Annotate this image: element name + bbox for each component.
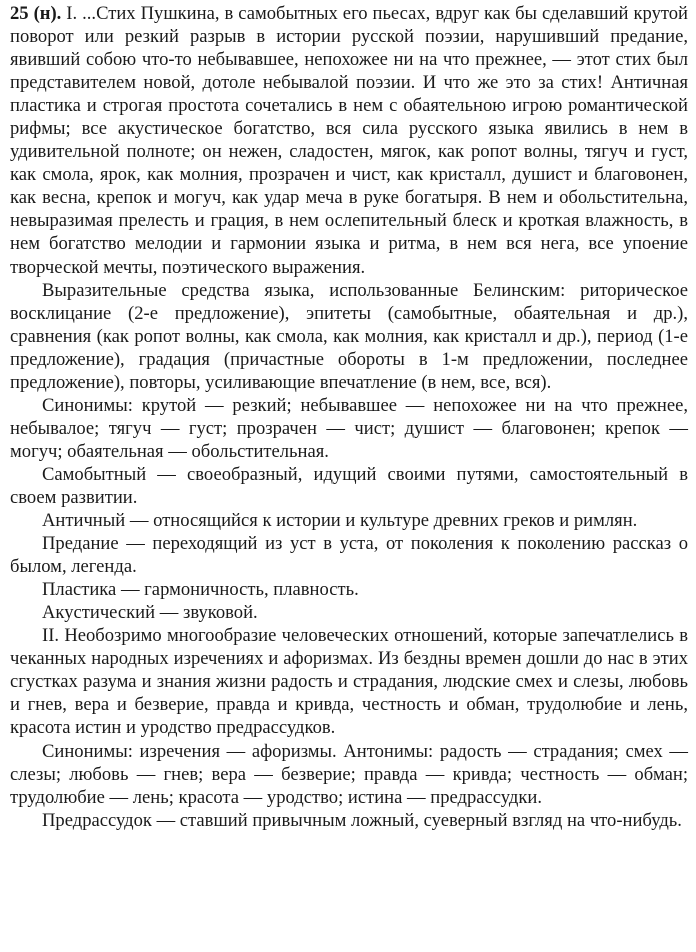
definition-predanie: Предание — переходящий из уст в уста, от поколения к поколению рассказ о былом, легенда. xyxy=(10,533,688,578)
task-25-part-1 xyxy=(10,2,688,279)
synonyms-paragraph-1: Синонимы: крутой — резкий; небывавшее — непохожее ни на что прежнее, небывалое; тягуч — густ; прозрачен — чист; душист — благовонен; крепок — могуч; обаятельная — обольстительная. xyxy=(10,394,688,462)
definition-antichny: Античный — относящийся к истории и культуре древних греков и римлян. xyxy=(42,510,638,532)
expressive-means-paragraph: Выразительные средства языка, использованные Белинским: риторическое восклицание (2-е предложение), эпитеты (самобытные, обаятельная и др.), сравнения (как ропот волны, как смола, как молния, как кристалл и др.), период (1-е предложение), градация (причастные обороты в 1-м предложении, последнее предложение), повторы, усиливающие впечатление (в нем, все, вся). xyxy=(10,279,688,393)
task-25-part-2: II. Необозримо многообразие человеческих отношений, которые запечатлелись в чеканных народных изречениях и афоризмах. Из бездны времен дошли до нас в этих сгустках разума и знания жизни радость и страдания, людские смех и слезы, любовь и гнев, вера и безверие, правда и кривда, честность и обман, трудолюбие и лень, красота истин и уродство предрассудков. xyxy=(10,625,688,739)
part-1-text: I. ...Стих Пушкина, в самобытных его пьесах, вдруг как бы сделавший крутой поворот или резкий разрыв в истории русской поэзии, нарушивший предание, явивший собою что-то небывавшее, непохожее ни на что прежнее, — этот стих был представителем новой, дотоле небывалой поэзии. И что же это за стих! Античная пластика и строгая простота сочетались в нем с обаятельною игрою романтической рифмы; все акустическое богатство, вся сила русского языка явились в нем в удивительной полноте; он нежен, сладостен, мягок, как ропот волны, тягуч и густ, как смола, ярок, как молния, прозрачен и чист, как кристалл, душист и благовонен, как весна, крепок и могуч, как удар меча в руке богатыря. В нем и обольстительна, невыразимая прелесть и грация, в нем ослепительный блеск и кроткая влажность, в нем богатство мелодии и гармонии языка и ритма, в нем вся нега, все упоение творческой мечты, поэтического выражения. xyxy=(10,3,688,278)
definition-plastika: Пластика — гармоничность, плавность. xyxy=(42,579,359,601)
task-number: 25 (н). xyxy=(10,3,62,24)
definition-predrassudok: Предрассудок — ставший привычным ложный, суеверный взгляд на что-нибудь. xyxy=(42,809,682,831)
definition-akustichesky: Акустический — звуковой. xyxy=(42,602,258,624)
synonyms-antonyms-paragraph: Синонимы: изречения — афоризмы. Антонимы: радость — страдания; смех — слезы; любовь — гнев; вера — безверие; правда — кривда; честность — обман; трудолюбие — лень; красота — уродство; истина — предрассудки. xyxy=(10,740,688,808)
definition-samobytny: Самобытный — своеобразный, идущий своими путями, самостоятельный в своем развитии. xyxy=(10,463,688,508)
